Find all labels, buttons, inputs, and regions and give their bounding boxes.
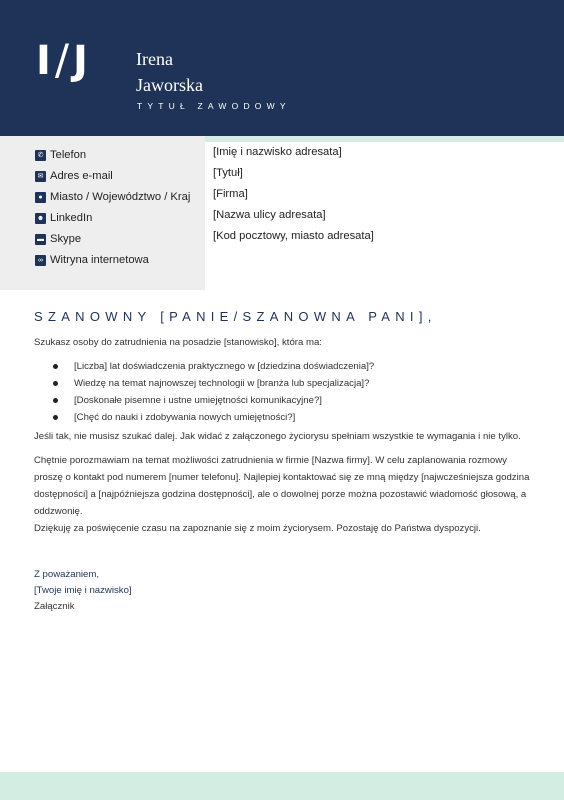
contact-email: [35, 168, 113, 184]
recipient-company: [Firma]: [213, 188, 248, 200]
contact-website: [35, 252, 149, 268]
monogram-slash: /: [54, 35, 71, 84]
first-name: Irena: [136, 49, 173, 69]
monogram-initial-last: J: [73, 38, 89, 84]
contact-skype-label: Skype: [50, 233, 82, 245]
contact-email-label: Adres e-mail: [50, 170, 113, 182]
footer-band: [0, 772, 564, 800]
enclosure-note: Załącznik: [34, 601, 75, 612]
email-icon: ✉: [35, 171, 46, 182]
contact-phone: [35, 147, 86, 163]
website-icon: ∞: [35, 255, 46, 266]
last-name: Jaworska: [136, 75, 203, 95]
contact-phone-label: Telefon: [50, 149, 87, 161]
skype-icon: ▬: [37, 235, 44, 243]
location-icon: ●: [35, 192, 46, 203]
monogram-initial-first: I: [36, 38, 52, 84]
job-title: TYTUŁ ZAWODOWY: [137, 101, 291, 111]
recipient-city: [Kod pocztowy, miasto adresata]: [213, 230, 374, 242]
contact-skype: [35, 231, 81, 247]
contact-website-label: Witryna internetowa: [50, 254, 149, 266]
list-item: [Doskonałe pisemne i ustne umiejętności komunikacyjne?]: [50, 392, 374, 409]
recipient-title: [Tytuł]: [213, 167, 243, 179]
salutation: SZANOWNY [PANIE/SZANOWNA PANI],: [34, 309, 437, 324]
list-item: [Liczba] lat doświadczenia praktycznego w [dziedzina doświadczenia]?: [50, 358, 374, 375]
recipient-street: [Nazwa ulicy adresata]: [213, 209, 326, 221]
body-paragraph-2: Chętnie porozmawiam na temat możliwości zatrudnienia w firmie [Nazwa firmy]. W celu zaplanowania rozmowy proszę o kontakt pod numerem [numer telefonu]. Najlepiej kontaktować się ze mną między [najwcześniejsza godzina dostępności] a [najpóźniejsza godzina dostępności], ale o dowolnej porze można pozostawić wiadomość głosową, a oddzwonię.: [34, 455, 530, 517]
header-banner: [0, 0, 564, 136]
contact-linkedin: [35, 210, 92, 226]
linkedin-icon: ☻: [36, 214, 45, 222]
list-item: Wiedzę na temat najnowszej technologii w [branża lub specjalizacja]?: [50, 375, 374, 392]
qualification-list: [50, 358, 374, 426]
recipient-name: [Imię i nazwisko adresata]: [213, 146, 342, 158]
full-name: [136, 46, 203, 98]
closing-phrase: Z poważaniem,: [34, 569, 100, 580]
contact-location-label: Miasto / Województwo / Kraj: [50, 191, 191, 203]
intro-paragraph: Szukasz osoby do zatrudnienia na posadzie [stanowisko], która ma:: [34, 337, 322, 348]
accent-strip: [205, 136, 564, 142]
contact-linkedin-label: LinkedIn: [50, 212, 93, 224]
list-item: [Chęć do nauki i zdobywania nowych umiejętności?]: [50, 409, 374, 426]
contact-location: [35, 189, 190, 205]
body-paragraph-1: Jeśli tak, nie musisz szukać dalej. Jak widać z załączonego życiorysu spełniam wszystkie te wymagania i nie tylko.: [34, 431, 521, 442]
monogram: [36, 35, 89, 84]
body-paragraph-3: Dziękuję za poświęcenie czasu na zapoznanie się z moim życiorysem. Pozostaję do Państwa dyspozycji.: [34, 523, 481, 534]
signature-name: [Twoje imię i nazwisko]: [34, 585, 132, 596]
phone-icon: ✆: [35, 150, 46, 161]
